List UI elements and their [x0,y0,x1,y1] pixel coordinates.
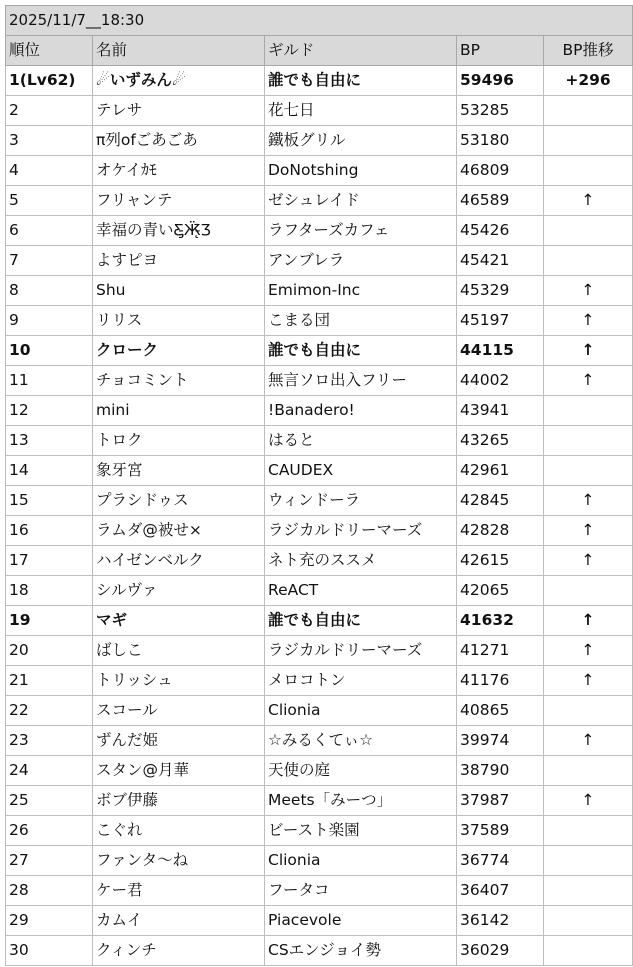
rank-cell[interactable]: 13 [6,426,93,456]
table-row [6,216,633,246]
bp-cell[interactable]: 40865 [457,696,544,726]
name-cell[interactable]: トロク [93,426,265,456]
bp-cell[interactable]: 37987 [457,786,544,816]
table-row [6,636,633,666]
table-row [6,936,633,966]
table-row [6,156,633,186]
guild-cell[interactable]: DoNotshing [265,156,457,186]
trend-cell[interactable] [544,816,633,846]
name-cell[interactable]: マギ [93,606,265,636]
rank-cell[interactable]: 29 [6,906,93,936]
bp-cell[interactable]: 36407 [457,876,544,906]
guild-cell[interactable]: 花七日 [265,96,457,126]
name-cell[interactable]: スタン@月華 [93,756,265,786]
trend-cell[interactable]: ↑ [544,636,633,666]
name-cell[interactable]: リリス [93,306,265,336]
bp-cell[interactable]: 45426 [457,216,544,246]
trend-cell[interactable] [544,216,633,246]
column-header-row [6,36,633,66]
name-cell[interactable]: よすピヨ [93,246,265,276]
table-row [6,66,633,96]
bp-cell[interactable]: 42615 [457,546,544,576]
trend-cell[interactable]: ↑ [544,186,633,216]
trend-cell[interactable] [544,396,633,426]
trend-cell[interactable] [544,426,633,456]
trend-cell[interactable] [544,876,633,906]
guild-cell[interactable]: Clionia [265,846,457,876]
rank-cell[interactable]: 23 [6,726,93,756]
name-cell[interactable]: クローク [93,336,265,366]
rank-cell[interactable]: 22 [6,696,93,726]
name-cell[interactable]: ケー君 [93,876,265,906]
guild-cell[interactable]: ゼシュレイド [265,186,457,216]
rank-cell[interactable]: 14 [6,456,93,486]
guild-cell[interactable]: ラジカルドリーマーズ [265,636,457,666]
guild-cell[interactable]: CAUDEX [265,456,457,486]
table-row [6,96,633,126]
guild-cell[interactable]: !Banadero! [265,396,457,426]
bp-cell[interactable]: 43941 [457,396,544,426]
table-row [6,756,633,786]
table-row [6,576,633,606]
bp-cell[interactable]: 39974 [457,726,544,756]
bp-cell[interactable]: 42065 [457,576,544,606]
trend-cell[interactable]: ↑ [544,306,633,336]
trend-cell[interactable]: ↑ [544,366,633,396]
bp-cell[interactable]: 37589 [457,816,544,846]
trend-cell[interactable] [544,246,633,276]
rank-cell[interactable]: 1(Lv62) [6,66,93,96]
trend-cell[interactable] [544,156,633,186]
guild-cell[interactable]: ビースト楽園 [265,816,457,846]
trend-cell[interactable] [544,696,633,726]
bp-cell[interactable]: 59496 [457,66,544,96]
name-cell[interactable]: フリャンテ [93,186,265,216]
table-row [6,246,633,276]
rank-cell[interactable]: 27 [6,846,93,876]
guild-cell[interactable]: ウィンドーラ [265,486,457,516]
table-row [6,306,633,336]
bp-cell[interactable]: 41176 [457,666,544,696]
bp-cell[interactable]: 53285 [457,96,544,126]
table-row [6,876,633,906]
guild-cell[interactable]: 誰でも自由に [265,336,457,366]
rank-cell[interactable]: 11 [6,366,93,396]
bp-cell[interactable]: 36774 [457,846,544,876]
rank-cell[interactable]: 26 [6,816,93,846]
rank-cell[interactable]: 19 [6,606,93,636]
guild-cell[interactable]: 無言ソロ出入フリー [265,366,457,396]
guild-cell[interactable]: Emimon-Inc [265,276,457,306]
table-row [6,816,633,846]
column-header-guild[interactable]: ギルド [265,36,457,66]
bp-cell[interactable]: 46809 [457,156,544,186]
trend-cell[interactable] [544,906,633,936]
trend-cell[interactable]: ↑ [544,516,633,546]
table-row [6,906,633,936]
trend-cell[interactable]: ↑ [544,546,633,576]
table-row [6,786,633,816]
name-cell[interactable]: 幸福の青いƸ̵̡Ӝ̵̨̄Ʒ [93,216,265,246]
rank-cell[interactable]: 2 [6,96,93,126]
guild-cell[interactable]: フータコ [265,876,457,906]
name-cell[interactable]: Shu [93,276,265,306]
bp-cell[interactable]: 36142 [457,906,544,936]
name-cell[interactable]: トリッシュ [93,666,265,696]
column-header-name[interactable]: 名前 [93,36,265,66]
rank-cell[interactable]: 15 [6,486,93,516]
name-cell[interactable]: ラムダ@被せ× [93,516,265,546]
guild-cell[interactable]: 鐵板グリル [265,126,457,156]
bp-cell[interactable]: 42828 [457,516,544,546]
trend-cell[interactable] [544,126,633,156]
table-row [6,126,633,156]
table-row [6,846,633,876]
trend-cell[interactable] [544,456,633,486]
guild-cell[interactable]: CSエンジョイ勢 [265,936,457,966]
trend-cell[interactable] [544,96,633,126]
rank-cell[interactable]: 9 [6,306,93,336]
column-header-bp[interactable]: BP [457,36,544,66]
table-row [6,486,633,516]
rank-cell[interactable]: 3 [6,126,93,156]
bp-cell[interactable]: 45197 [457,306,544,336]
table-row [6,396,633,426]
table-row [6,276,633,306]
table-row [6,696,633,726]
ranking-sheet [5,5,632,966]
rank-cell[interactable]: 5 [6,186,93,216]
bp-cell[interactable]: 53180 [457,126,544,156]
bp-cell[interactable]: 41632 [457,606,544,636]
guild-cell[interactable]: メロコトン [265,666,457,696]
table-row [6,336,633,366]
rank-cell[interactable]: 7 [6,246,93,276]
bp-cell[interactable]: 42961 [457,456,544,486]
table-row [6,606,633,636]
name-cell[interactable]: チョコミント [93,366,265,396]
trend-cell[interactable] [544,936,633,966]
bp-cell[interactable]: 45329 [457,276,544,306]
name-cell[interactable]: テレサ [93,96,265,126]
guild-cell[interactable]: はると [265,426,457,456]
trend-cell[interactable] [544,756,633,786]
name-cell[interactable]: ボブ伊藤 [93,786,265,816]
guild-cell[interactable]: ラフターズカフェ [265,216,457,246]
trend-cell[interactable] [544,846,633,876]
name-cell[interactable]: mini [93,396,265,426]
guild-cell[interactable]: 誰でも自由に [265,66,457,96]
name-cell[interactable]: ずんだ姫 [93,726,265,756]
guild-cell[interactable]: Clionia [265,696,457,726]
column-header-trend[interactable]: BP推移 [544,36,633,66]
table-row [6,426,633,456]
bp-cell[interactable]: 41271 [457,636,544,666]
trend-cell[interactable]: ↑ [544,726,633,756]
guild-cell[interactable]: こまる団 [265,306,457,336]
trend-cell[interactable] [544,576,633,606]
rank-cell[interactable]: 16 [6,516,93,546]
trend-cell[interactable]: ↑ [544,276,633,306]
guild-cell[interactable]: ☆みるくてぃ☆ [265,726,457,756]
bp-cell[interactable]: 43265 [457,426,544,456]
name-cell[interactable]: シルヴァ [93,576,265,606]
guild-cell[interactable]: ReACT [265,576,457,606]
name-cell[interactable]: ばしこ [93,636,265,666]
trend-cell[interactable]: +296 [544,66,633,96]
bp-cell[interactable]: 44115 [457,336,544,366]
rank-cell[interactable]: 25 [6,786,93,816]
rank-cell[interactable]: 10 [6,336,93,366]
trend-cell[interactable]: ↑ [544,666,633,696]
name-cell[interactable]: こぐれ [93,816,265,846]
ranking-table [5,5,633,966]
bp-cell[interactable]: 44002 [457,366,544,396]
name-cell[interactable]: π列ofごあごあ [93,126,265,156]
name-cell[interactable]: ファンタ〜ね [93,846,265,876]
name-cell[interactable]: クィンチ [93,936,265,966]
rank-cell[interactable]: 6 [6,216,93,246]
trend-cell[interactable]: ↑ [544,486,633,516]
guild-cell[interactable]: ネト充のススメ [265,546,457,576]
guild-cell[interactable]: Piacevole [265,906,457,936]
name-cell[interactable]: オケイｶﾓ [93,156,265,186]
bp-cell[interactable]: 45421 [457,246,544,276]
guild-cell[interactable]: アンブレラ [265,246,457,276]
table-row [6,456,633,486]
name-cell[interactable]: プラシドゥス [93,486,265,516]
table-row [6,366,633,396]
guild-cell[interactable]: ラジカルドリーマーズ [265,516,457,546]
sheet-title[interactable]: 2025/11/7__18:30 [6,6,633,36]
table-row [6,186,633,216]
rank-cell[interactable]: 8 [6,276,93,306]
column-header-rank[interactable]: 順位 [6,36,93,66]
name-cell[interactable]: ☄いずみん☄ [93,66,265,96]
guild-cell[interactable]: Meets「みーつ」 [265,786,457,816]
rank-cell[interactable]: 28 [6,876,93,906]
table-row [6,666,633,696]
rank-cell[interactable]: 12 [6,396,93,426]
guild-cell[interactable]: 天使の庭 [265,756,457,786]
name-cell[interactable]: 象牙宮 [93,456,265,486]
bp-cell[interactable]: 38790 [457,756,544,786]
rank-cell[interactable]: 20 [6,636,93,666]
trend-cell[interactable]: ↑ [544,606,633,636]
name-cell[interactable]: ハイゼンベルク [93,546,265,576]
name-cell[interactable]: カムイ [93,906,265,936]
table-row [6,516,633,546]
bp-cell[interactable]: 46589 [457,186,544,216]
rank-cell[interactable]: 30 [6,936,93,966]
trend-cell[interactable]: ↑ [544,336,633,366]
rank-cell[interactable]: 18 [6,576,93,606]
rank-cell[interactable]: 21 [6,666,93,696]
bp-cell[interactable]: 42845 [457,486,544,516]
bp-cell[interactable]: 36029 [457,936,544,966]
table-row [6,546,633,576]
table-row [6,726,633,756]
title-row [6,6,633,36]
name-cell[interactable]: スコール [93,696,265,726]
rank-cell[interactable]: 17 [6,546,93,576]
rank-cell[interactable]: 24 [6,756,93,786]
guild-cell[interactable]: 誰でも自由に [265,606,457,636]
rank-cell[interactable]: 4 [6,156,93,186]
trend-cell[interactable]: ↑ [544,786,633,816]
